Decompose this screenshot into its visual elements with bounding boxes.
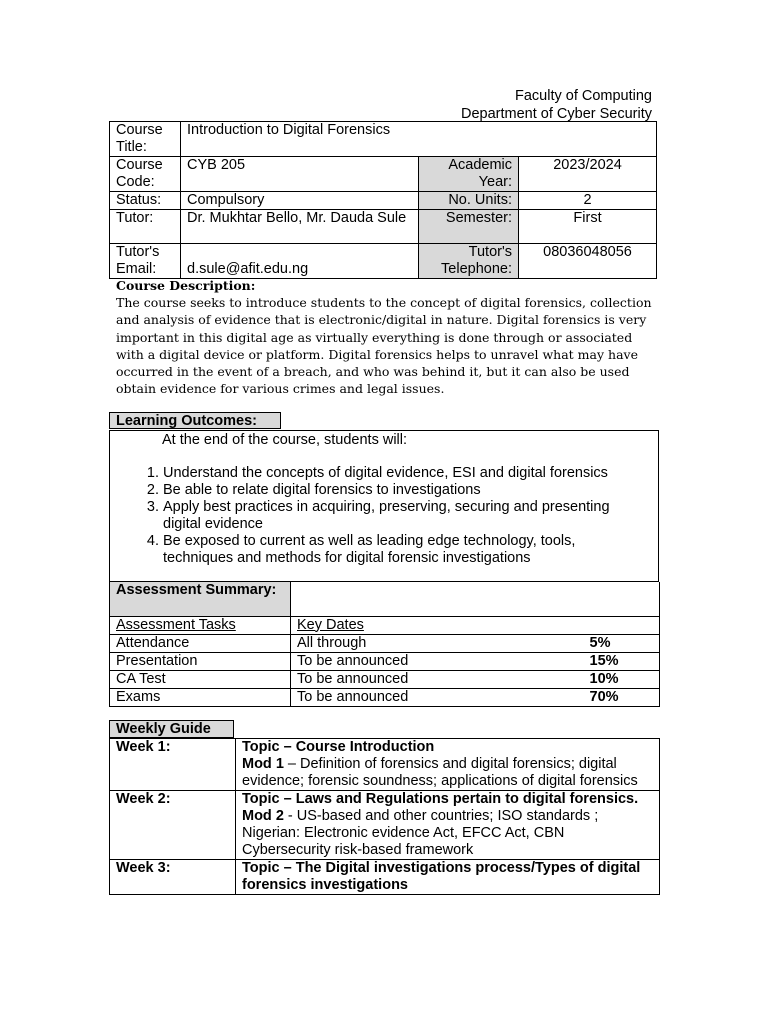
weight-cell: 5%: [584, 634, 660, 652]
module-text: – Definition of forensics and digital forensics; digital evidence; forensic soundness; applications of digital forensics: [242, 756, 638, 789]
date-cell: All through: [291, 634, 584, 652]
week-label: Week 1:: [110, 739, 236, 791]
date-cell: To be announced: [291, 670, 584, 688]
email-label: Tutor's Email:: [110, 244, 181, 279]
task-cell: Presentation: [110, 652, 291, 670]
outcome-item: 1. Understand the concepts of digital evidence, ESI and digital forensics: [163, 465, 643, 482]
task-cell: Exams: [110, 688, 291, 706]
telephone-label: Tutor's Telephone:: [419, 244, 519, 279]
assessment-header-blank: [291, 582, 660, 616]
weight-cell: 15%: [584, 652, 660, 670]
tutor-label: Tutor:: [110, 210, 181, 244]
week-content: [236, 739, 660, 791]
assessment-label: Assessment Summary:: [110, 582, 291, 616]
description-title: Course Description:: [116, 278, 256, 293]
faculty-name: Faculty of Computing: [514, 88, 652, 104]
status-label: Status:: [110, 192, 181, 210]
module-label: Mod 2: [242, 808, 284, 824]
week-content: [236, 860, 660, 895]
course-code-label: Course Code:: [110, 157, 181, 192]
week-label: Week 3:: [110, 860, 236, 895]
course-title-label: Course Title:: [110, 122, 181, 157]
task-cell: CA Test: [110, 670, 291, 688]
week-module: [242, 756, 653, 790]
table-row: [110, 739, 660, 791]
week-topic: Topic – Course Introduction: [242, 739, 435, 755]
course-title-value: Introduction to Digital Forensics: [181, 122, 657, 157]
learning-outcomes-list: [110, 465, 643, 567]
outcome-item: 3. Apply best practices in acquiring, preserving, securing and presenting digital evidence: [163, 499, 643, 533]
week-topic: Topic – Laws and Regulations pertain to digital forensics.: [242, 791, 639, 807]
telephone-value: 08036048056: [519, 244, 657, 279]
course-code-value: CYB 205: [181, 157, 419, 192]
units-value: 2: [519, 192, 657, 210]
semester-value: First: [519, 210, 657, 244]
weight-cell: 70%: [584, 688, 660, 706]
outcome-item: 2. Be able to relate digital forensics to investigations: [163, 482, 643, 499]
weekly-guide-label: Weekly Guide: [109, 720, 234, 738]
outcome-item: 4. Be exposed to current as well as leading edge technology, tools, techniques and methods for digital forensic investigations: [163, 533, 643, 567]
week-module: [242, 808, 653, 859]
status-value: Compulsory: [181, 192, 419, 210]
weight-cell: 10%: [584, 670, 660, 688]
col-assessment-tasks: Assessment Tasks: [110, 616, 291, 634]
department-name: Department of Cyber Security: [461, 105, 652, 122]
table-row: [110, 791, 660, 860]
learning-outcomes-box: [109, 430, 659, 582]
assessment-table: [109, 582, 660, 707]
weekly-guide-table: [109, 738, 660, 895]
week-label: Week 2:: [110, 791, 236, 860]
week-content: [236, 791, 660, 860]
academic-year-label: Academic Year:: [419, 157, 519, 192]
document-header: [420, 88, 652, 123]
course-info-table: [109, 121, 657, 279]
table-row: [110, 688, 660, 706]
table-row: [110, 634, 660, 652]
table-row: [110, 860, 660, 895]
table-row: [110, 670, 660, 688]
learning-outcomes-label: Learning Outcomes:: [109, 412, 281, 429]
units-label: No. Units:: [419, 192, 519, 210]
semester-label: Semester:: [419, 210, 519, 244]
email-value[interactable]: d.sule@afit.edu.ng: [181, 244, 419, 279]
description-text: The course seeks to introduce students to the concept of digital forensics, collection and analysis of evidence that is electronic/digital in nature. Digital forensics is very important in this digital age as virtually everything is done through or associated with a digital device or platform. Digital forensics helps to unravel what may have occurred in the event of a breach, and who was behind it, but it can also be used obtain evidence for various crimes and legal issues.: [116, 295, 652, 397]
academic-year-value: 2023/2024: [519, 157, 657, 192]
module-label: Mod 1: [242, 756, 284, 772]
learning-outcomes-intro: At the end of the course, students will:: [162, 432, 408, 448]
tutor-value: Dr. Mukhtar Bello, Mr. Dauda Sule: [181, 210, 419, 244]
course-description: [116, 277, 656, 397]
date-cell: To be announced: [291, 688, 584, 706]
date-cell: To be announced: [291, 652, 584, 670]
task-cell: Attendance: [110, 634, 291, 652]
module-text: - US-based and other countries; ISO standards ; Nigerian: Electronic evidence Act, EFCC Act, CBN Cybersecurity risk-based framework: [242, 808, 599, 858]
col-key-dates: Key Dates: [291, 616, 660, 634]
table-row: [110, 652, 660, 670]
week-topic: Topic – The Digital investigations process/Types of digital forensics investigations: [242, 860, 641, 893]
